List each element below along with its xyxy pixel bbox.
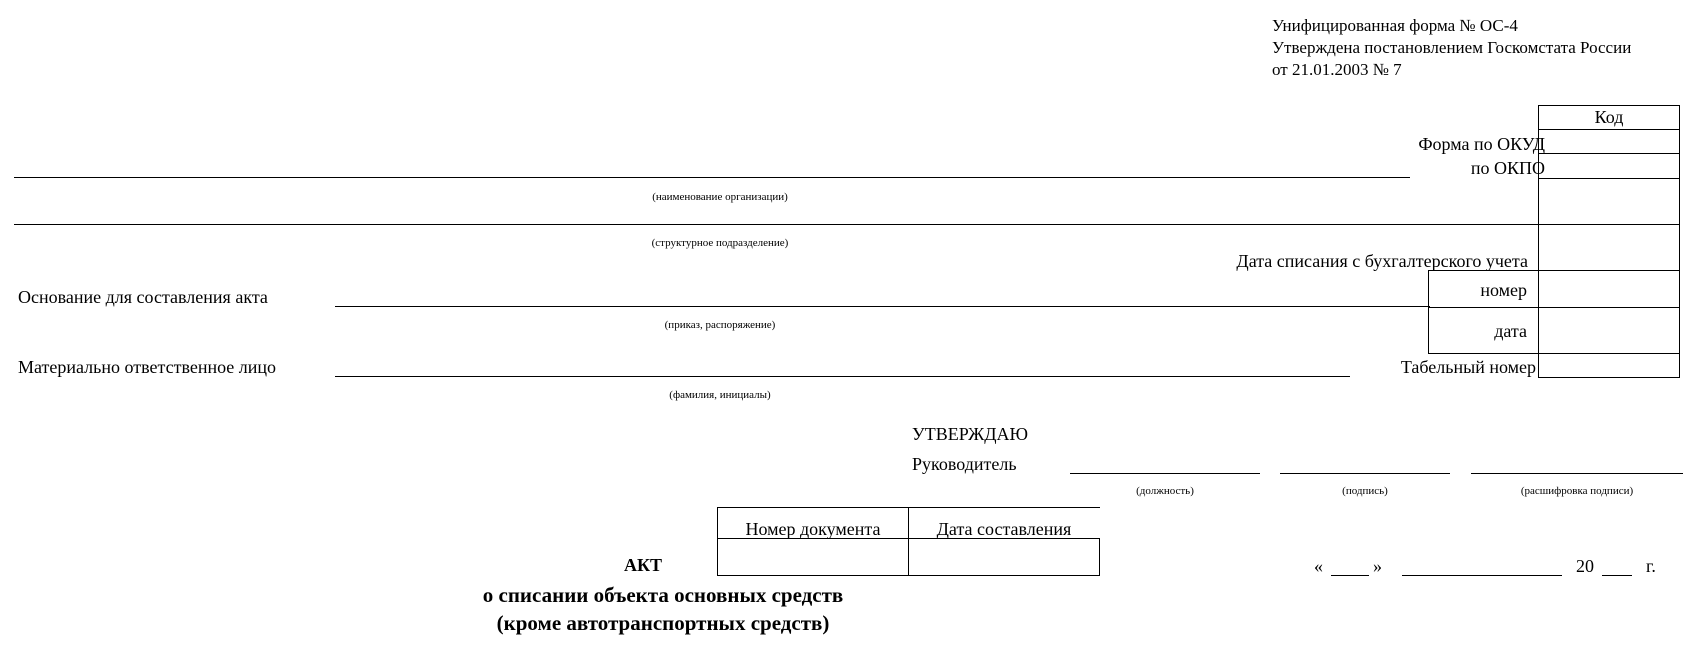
form-approval-line: Утверждена постановлением Госкомстата России bbox=[1272, 38, 1632, 57]
tab-number-field[interactable] bbox=[1538, 353, 1680, 378]
responsible-label: Материально ответственное лицо bbox=[18, 357, 277, 377]
form-date-line: от 21.01.2003 № 7 bbox=[1272, 60, 1402, 79]
okpo-code-field[interactable] bbox=[1538, 153, 1680, 179]
code-header-label: Код bbox=[1594, 107, 1624, 127]
signature-caption: (подпись) bbox=[1342, 485, 1388, 497]
doc-date-header: Дата составления bbox=[936, 519, 1072, 539]
okud-label: Форма по ОКУД bbox=[1418, 134, 1545, 154]
quote-open: « bbox=[1314, 556, 1323, 576]
org-name-caption: (наименование организации) bbox=[652, 191, 788, 203]
position-line[interactable] bbox=[1070, 473, 1260, 474]
signature-line[interactable] bbox=[1280, 473, 1450, 474]
doc-date-field[interactable] bbox=[911, 541, 1097, 574]
subdivision-caption: (структурное подразделение) bbox=[651, 237, 789, 249]
responsible-line[interactable] bbox=[335, 376, 1350, 377]
writeoff-date-label: Дата списания с бухгалтерского учета bbox=[1236, 251, 1528, 271]
approve-title: УТВЕРЖДАЮ bbox=[912, 424, 1029, 444]
act-subtitle-note: (кроме автотранспортных средств) bbox=[496, 611, 830, 635]
act-title: АКТ bbox=[623, 555, 663, 575]
org-name-line[interactable] bbox=[14, 177, 1410, 178]
number-date-divider bbox=[1428, 307, 1539, 308]
tab-number-label: Табельный номер bbox=[1400, 357, 1536, 377]
year-suffix: г. bbox=[1646, 556, 1656, 576]
writeoff-date-field[interactable] bbox=[1538, 224, 1680, 271]
number-label: номер bbox=[1480, 280, 1527, 300]
quote-close: » bbox=[1373, 556, 1382, 576]
basis-caption: (приказ, распоряжение) bbox=[664, 319, 776, 331]
day-line[interactable] bbox=[1331, 575, 1369, 576]
responsible-caption: (фамилия, инициалы) bbox=[669, 389, 771, 401]
basis-date-code-field[interactable] bbox=[1538, 307, 1680, 354]
year-line[interactable] bbox=[1602, 575, 1632, 576]
position-caption: (должность) bbox=[1136, 485, 1194, 497]
head-label: Руководитель bbox=[912, 454, 1017, 474]
basis-label: Основание для составления акта bbox=[18, 287, 268, 307]
basis-number-code-field[interactable] bbox=[1538, 270, 1680, 308]
code-header-cell bbox=[1538, 105, 1680, 130]
basis-line[interactable] bbox=[335, 306, 1430, 307]
doc-number-header: Номер документа bbox=[745, 519, 881, 539]
decoding-line[interactable] bbox=[1471, 473, 1683, 474]
month-line[interactable] bbox=[1402, 575, 1562, 576]
year-prefix: 20 bbox=[1576, 556, 1594, 576]
org-code-field[interactable] bbox=[1538, 178, 1680, 225]
form-code-line: Унифицированная форма № ОС-4 bbox=[1272, 16, 1518, 35]
act-subtitle: о списании объекта основных средств bbox=[482, 583, 844, 607]
okud-code-field[interactable] bbox=[1538, 129, 1680, 154]
date-label: дата bbox=[1494, 321, 1527, 341]
decoding-caption: (расшифровка подписи) bbox=[1520, 485, 1634, 497]
subdivision-line[interactable] bbox=[14, 224, 1540, 225]
okpo-label: по ОКПО bbox=[1470, 158, 1545, 178]
